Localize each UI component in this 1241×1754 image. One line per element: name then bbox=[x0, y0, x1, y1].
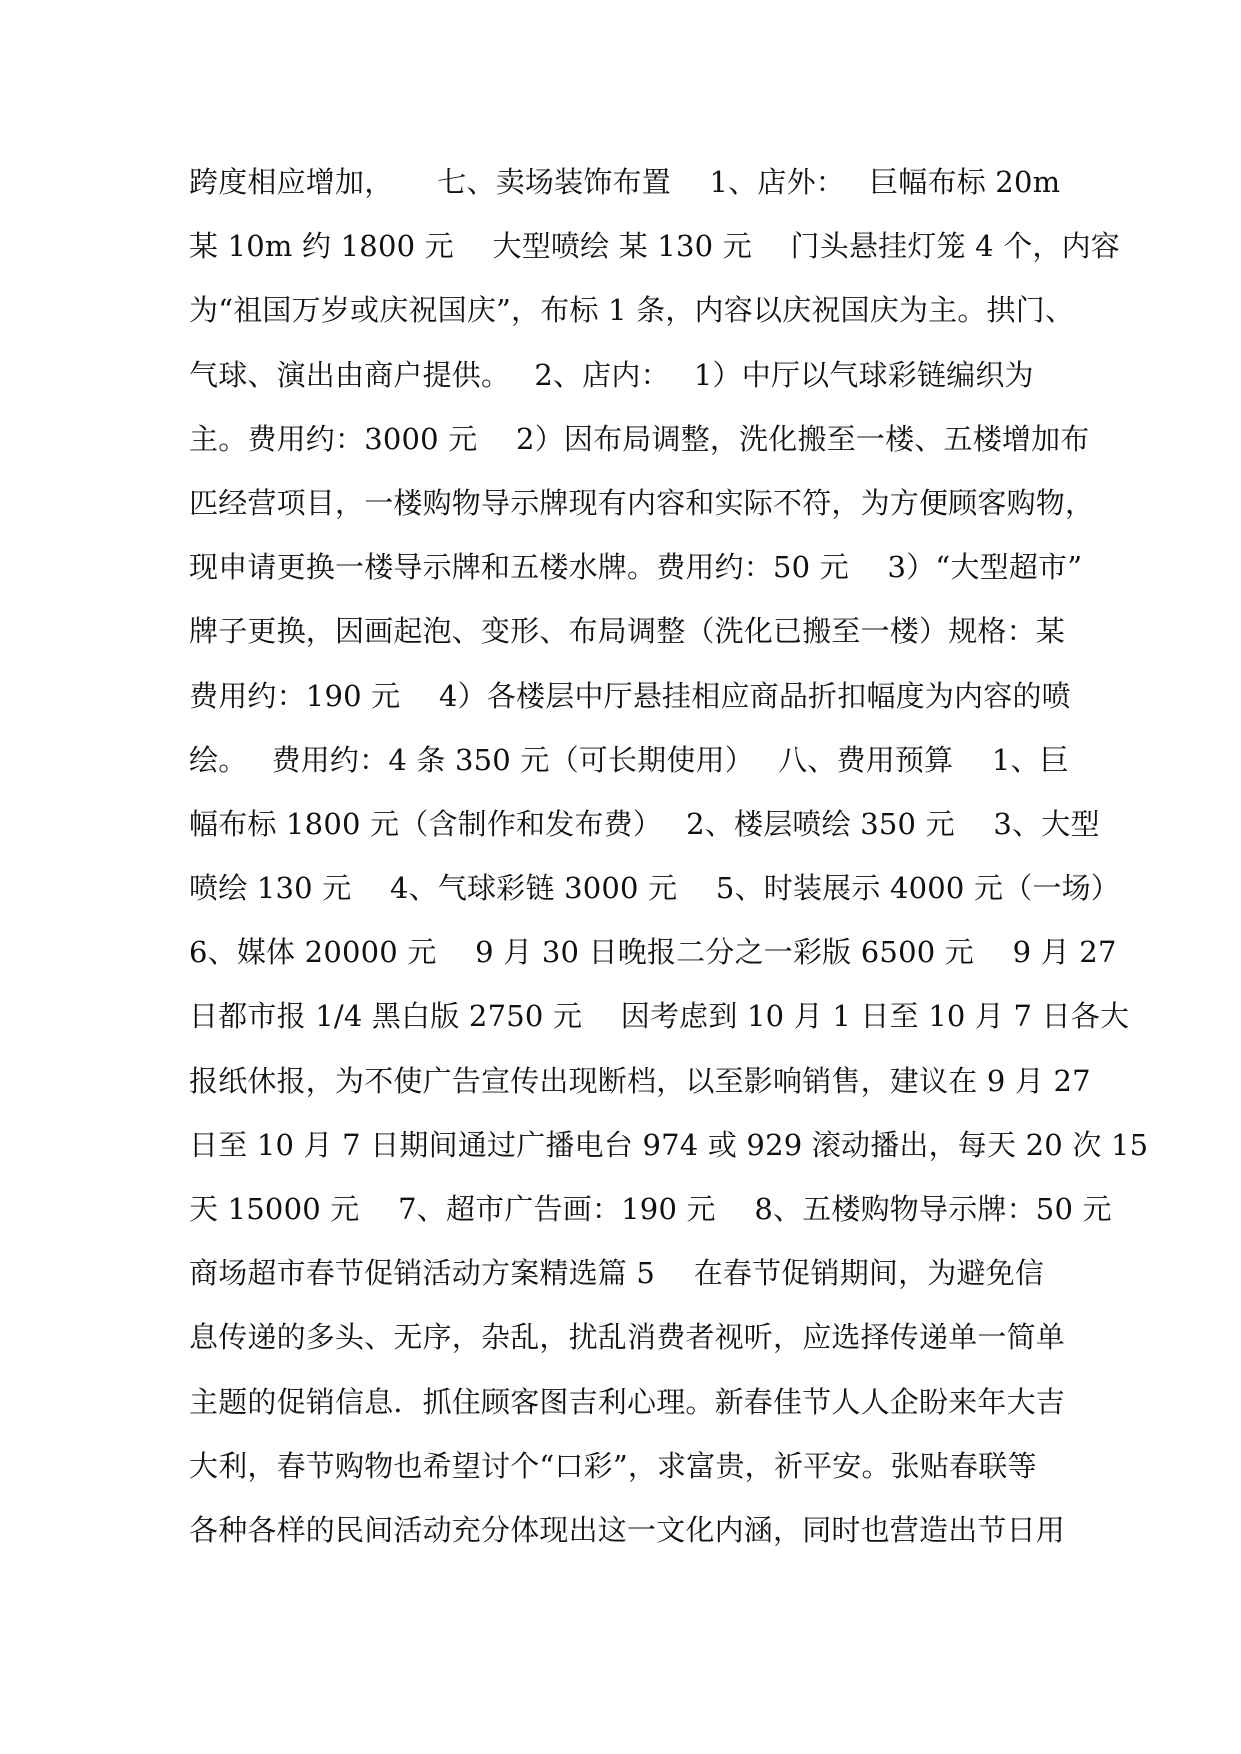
body-text bbox=[189, 150, 1149, 1562]
text-line: 现申请更换一楼导示牌和五楼水牌。费用约：50 元 3）“大型超市” bbox=[189, 550, 1083, 585]
text-line: 日都市报 1/4 黑白版 2750 元 因考虑到 10 月 1 日至 10 月 7 日各大 bbox=[189, 999, 1130, 1034]
text-line: 商场超市春节促销活动方案精选篇 5 在春节促销期间，为避免信 bbox=[189, 1256, 1045, 1291]
text-line: 绘。 费用约：4 条 350 元（可长期使用） 八、费用预算 1、巨 bbox=[189, 742, 1069, 777]
text-line: 大利，春节购物也希望讨个“口彩”，求富贵，祈平安。张贴春联等 bbox=[189, 1448, 1037, 1483]
text-line: 日至 10 月 7 日期间通过广播电台 974 或 929 滚动播出，每天 20 次 15 bbox=[189, 1127, 1149, 1162]
text-line: 气球、演出由商户提供。 2、店内： 1）中厅以气球彩链编织为 bbox=[189, 357, 1034, 392]
text-line: 费用约：190 元 4）各楼层中厅悬挂相应商品折扣幅度为内容的喷 bbox=[189, 678, 1071, 713]
text-line: 为“祖国万岁或庆祝国庆”，布标 1 条，内容以庆祝国庆为主。拱门、 bbox=[189, 293, 1075, 328]
text-line: 跨度相应增加， 七、卖场装饰布置 1、店外： 巨幅布标 20m bbox=[189, 165, 1061, 199]
text-line: 某 10m 约 1800 元 大型喷绘 某 130 元 门头悬挂灯笼 4 个，内容 bbox=[189, 229, 1121, 264]
text-line: 主。费用约：3000 元 2）因布局调整，洗化搬至一楼、五楼增加布 bbox=[189, 421, 1090, 456]
text-line: 6、媒体 20000 元 9 月 30 日晚报二分之一彩版 6500 元 9 月 27 bbox=[189, 935, 1117, 970]
text-line: 报纸休报，为不使广告宣传出现断档，以至影响销售，建议在 9 月 27 bbox=[189, 1063, 1091, 1098]
text-line: 主题的促销信息．抓住顾客图吉利心理。新春佳节人人企盼来年大吉 bbox=[189, 1384, 1066, 1419]
text-line: 牌子更换，因画起泡、变形、布局调整（洗化已搬至一楼）规格：某 bbox=[189, 614, 1066, 649]
text-line: 喷绘 130 元 4、气球彩链 3000 元 5、时装展示 4000 元（一场） bbox=[189, 871, 1121, 906]
text-line: 匹经营项目，一楼购物导示牌现有内容和实际不符，为方便顾客购物， bbox=[189, 485, 1095, 520]
text-line: 幅布标 1800 元（含制作和发布费） 2、楼层喷绘 350 元 3、大型 bbox=[189, 806, 1100, 841]
text-line: 息传递的多头、无序，杂乱，扰乱消费者视听，应选择传递单一简单 bbox=[189, 1320, 1066, 1355]
text-line: 天 15000 元 7、超市广告画：190 元 8、五楼购物导示牌：50 元 bbox=[189, 1192, 1112, 1226]
text-line: 各种各样的民间活动充分体现出这一文化内涵，同时也营造出节日用 bbox=[189, 1512, 1066, 1547]
